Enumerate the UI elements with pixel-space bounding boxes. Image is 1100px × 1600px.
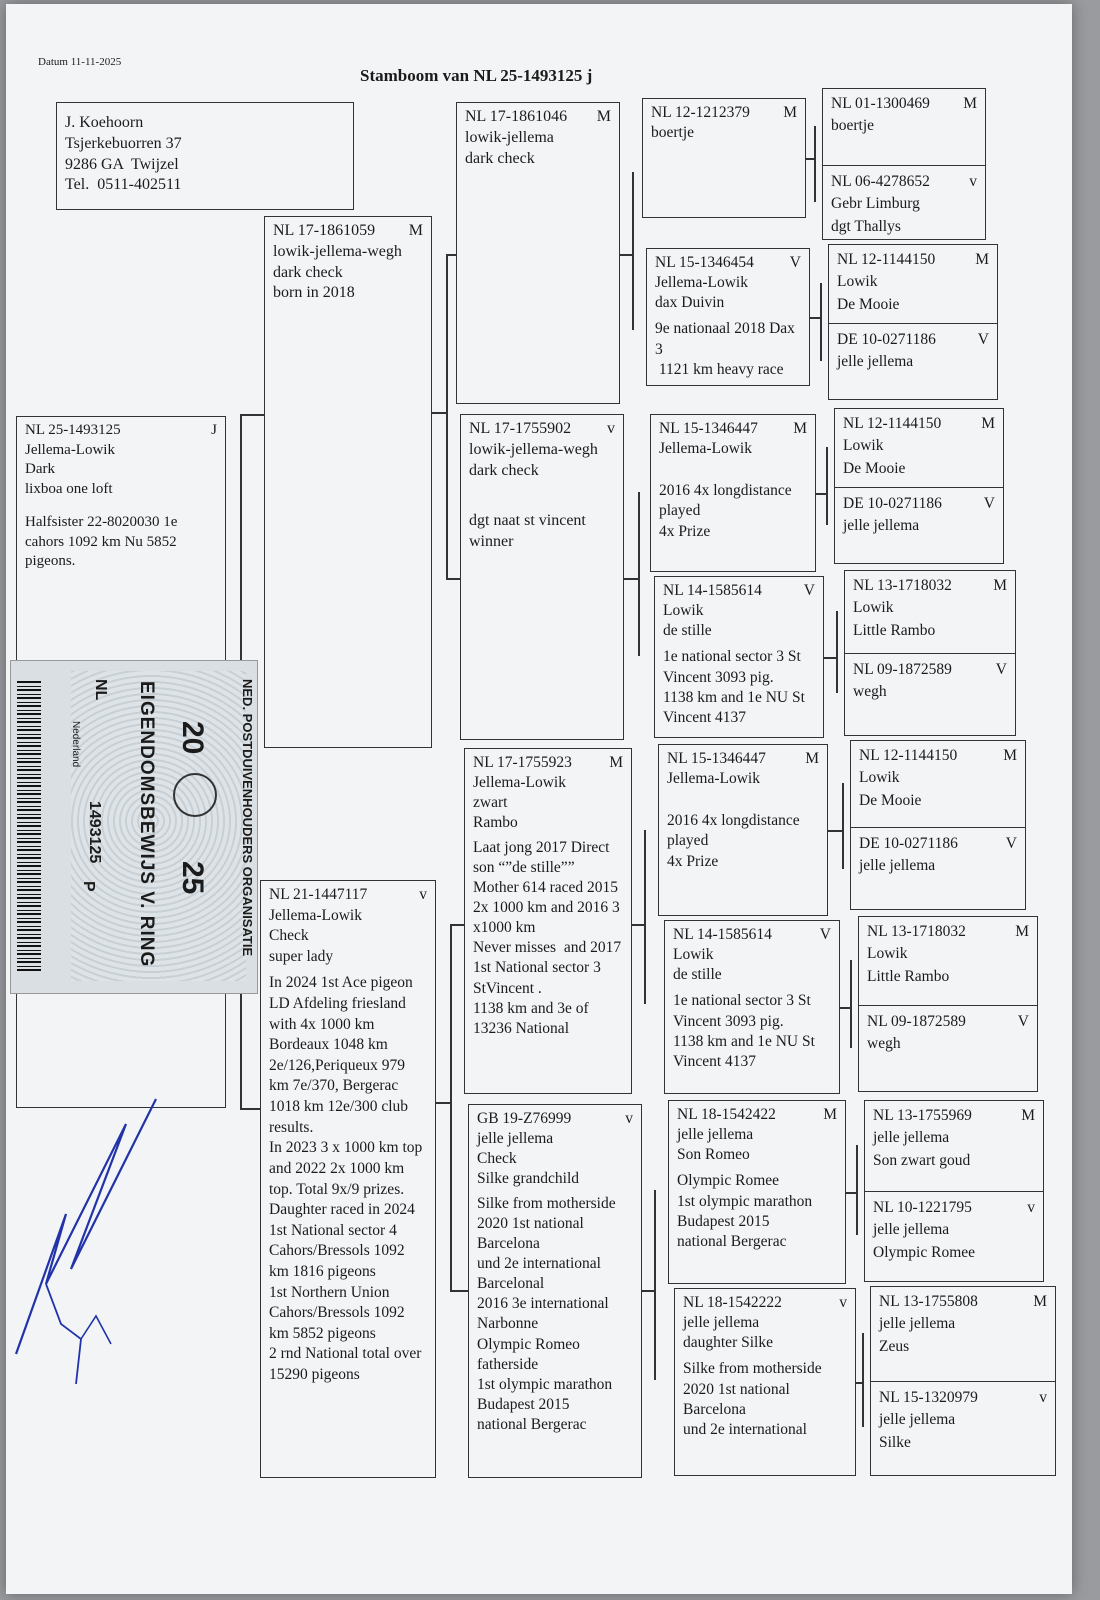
- gp-line1: Jellema-Lowik: [473, 774, 566, 792]
- ggp-sex: M: [793, 420, 807, 437]
- gggp-l1: Lowik: [853, 599, 894, 617]
- card-title: EIGENDOMSBEWIJS V. RING: [136, 681, 157, 968]
- ggp-ring: NL 18-1542222: [683, 1294, 782, 1311]
- gggp-l1: jelle jellema: [837, 353, 914, 371]
- gggp-sex: M: [975, 251, 989, 268]
- granddam-maternal-box: [468, 1104, 642, 1478]
- great-great-grandparent-box: [873, 1105, 1035, 1172]
- sire-line1: lowik-jellema-wegh: [273, 242, 402, 260]
- ggp-notes: 2016 4x longdistance played 4x Prize: [659, 482, 792, 540]
- gggp-sex: M: [1003, 747, 1017, 764]
- gggp-ring: NL 12-1144150: [843, 415, 942, 432]
- ggp-line1: jelle jellema: [677, 1126, 754, 1144]
- gggp-sex: M: [1021, 1107, 1035, 1124]
- ggp-notes: 9e nationaal 2018 Dax 3 1121 km heavy race: [655, 320, 795, 378]
- gp-notes: Laat jong 2017 Direct son “”de stille”” Mother 614 raced 2015 2x 1000 km and 2016 3 x1000 km Never misses and 2017 1st National sector 3 StVincent . 1138 km and 3e of 13236 National: [473, 838, 622, 1037]
- sire-line2: dark check: [273, 263, 343, 281]
- great-grandparent-box: [642, 98, 806, 218]
- ggp-sex: V: [789, 254, 801, 271]
- pedigree-sheet: [6, 4, 1072, 1594]
- great-great-grandparent-box: [853, 659, 1007, 704]
- grandsire-paternal-box: [456, 102, 620, 404]
- gggp-ring: NL 13-1755808: [879, 1293, 978, 1310]
- gggp-sex: M: [981, 415, 995, 432]
- owner-address-box: [56, 102, 354, 210]
- subject-line1: Jellema-Lowik: [25, 441, 115, 458]
- gp-ring: NL 17-1755902: [469, 420, 572, 437]
- gggp-sex: M: [1015, 923, 1029, 940]
- ggp-line1: Jellema-Lowik: [659, 440, 752, 458]
- ggp-ring: NL 15-1346447: [659, 420, 758, 437]
- gggp-sex: v: [1039, 1389, 1047, 1406]
- ggp-notes: Olympic Romee 1st olympic marathon Budapest 2015 national Bergerac: [677, 1172, 813, 1250]
- great-great-grandparent-pair: [864, 1100, 1044, 1282]
- gggp-l1: Lowik: [867, 945, 908, 963]
- dam-sex: v: [419, 886, 427, 903]
- ggp-sex: v: [839, 1294, 847, 1311]
- gggp-l1: wegh: [853, 683, 887, 701]
- gggp-l1: jelle jellema: [843, 517, 920, 535]
- signature-scribble: [6, 1084, 186, 1384]
- gggp-l1: jelle jellema: [873, 1129, 950, 1147]
- owner-street: Tsjerkebuorren 37: [65, 134, 182, 152]
- dam-line2: Check: [269, 927, 309, 945]
- gggp-l1: Gebr Limburg: [831, 195, 920, 213]
- ggp-notes: 1e national sector 3 St Vincent 3093 pig. 1138 km and 1e NU St Vincent 4137: [673, 992, 815, 1070]
- gggp-ring: NL 15-1320979: [879, 1389, 978, 1406]
- great-great-grandparent-pair: [844, 570, 1016, 736]
- gggp-l2: De Mooie: [837, 295, 900, 313]
- great-great-grandparent-box: [837, 329, 989, 374]
- ggp-sex: M: [783, 104, 797, 121]
- ggp-line1: Jellema-Lowik: [667, 770, 760, 788]
- owner-phone: Tel. 0511-402511: [65, 176, 182, 194]
- gggp-ring: DE 10-0271186: [859, 835, 958, 852]
- ring-ownership-card: [10, 660, 258, 994]
- gggp-ring: NL 12-1144150: [859, 747, 958, 764]
- gggp-l2: Son zwart goud: [873, 1151, 971, 1169]
- gp-ring: NL 17-1755923: [473, 754, 572, 771]
- great-great-grandparent-pair: [828, 244, 998, 400]
- dam-box: [260, 880, 436, 1478]
- ggp-ring: NL 15-1346454: [655, 254, 754, 271]
- ggp-ring: NL 15-1346447: [667, 750, 766, 767]
- gggp-l1: jelle jellema: [873, 1221, 950, 1239]
- ggp-line1: boertje: [651, 124, 695, 142]
- ggp-sex: M: [823, 1106, 837, 1123]
- gggp-sex: V: [1017, 1013, 1029, 1030]
- card-year-a: 20: [176, 721, 209, 755]
- gp-ring: NL 17-1861046: [465, 108, 568, 125]
- ggp-line2: daughter Silke: [683, 1334, 773, 1352]
- gp-line2: Check: [477, 1150, 517, 1168]
- gp-line1: lowik-jellema-wegh: [469, 440, 598, 458]
- card-year-b: 25: [176, 861, 209, 895]
- ggp-notes: Silke from motherside 2020 1st national Barcelona und 2e international: [683, 1360, 822, 1438]
- gggp-l1: Lowik: [859, 769, 900, 787]
- ggp-ring: NL 14-1585614: [673, 926, 772, 943]
- great-great-grandparent-box: [879, 1291, 1047, 1358]
- card-org: NED. POSTDUIVENHOUDERS ORGANISATIE: [240, 679, 255, 957]
- gggp-l1: boertje: [831, 117, 875, 135]
- great-grandparent-box: [668, 1100, 846, 1284]
- sire-sex: M: [408, 222, 423, 239]
- great-great-grandparent-pair: [870, 1286, 1056, 1476]
- gggp-l2: De Mooie: [843, 459, 906, 477]
- ggp-line2: de stille: [663, 622, 712, 640]
- ggp-line1: Lowik: [663, 602, 704, 620]
- great-great-grandparent-box: [859, 833, 1017, 878]
- owner-city: 9286 GA Twijzel: [65, 155, 179, 173]
- gp-line2: dark check: [469, 461, 539, 479]
- gggp-sex: v: [1027, 1199, 1035, 1216]
- ggp-ring: NL 14-1585614: [663, 582, 762, 599]
- sire-ring: NL 17-1861059: [273, 222, 376, 239]
- ggp-notes: 2016 4x longdistance played 4x Prize: [667, 812, 800, 870]
- subject-line3: lixboa one loft: [25, 480, 113, 497]
- owner-name: J. Koehoorn: [65, 114, 144, 131]
- gggp-ring: NL 13-1718032: [853, 577, 952, 594]
- gggp-sex: V: [983, 495, 995, 512]
- great-great-grandparent-box: [859, 745, 1017, 812]
- gggp-l2: Little Rambo: [853, 621, 936, 639]
- great-great-grandparent-pair: [834, 408, 1004, 564]
- great-grandparent-box: [646, 248, 810, 386]
- barcode: [17, 681, 41, 971]
- sire-line3: born in 2018: [273, 284, 355, 302]
- gggp-l2: Silke: [879, 1433, 911, 1451]
- gp-sex: M: [596, 108, 611, 125]
- great-grandparent-box: [658, 744, 828, 916]
- dam-ring: NL 21-1447117: [269, 886, 368, 903]
- gggp-l1: jelle jellema: [879, 1315, 956, 1333]
- gp-line1: jelle jellema: [477, 1130, 554, 1148]
- great-great-grandparent-box: [843, 413, 995, 480]
- gp-notes: Silke from motherside 2020 1st national Barcelona und 2e international Barcelonal 2016 3e international Narbonne Olympic Romeo fatherside 1st olympic marathon Budapest 2015 national Bergerac: [477, 1194, 616, 1434]
- gggp-ring: NL 10-1221795: [873, 1199, 972, 1216]
- gggp-sex: M: [963, 95, 977, 112]
- ggp-ring: NL 18-1542422: [677, 1106, 776, 1123]
- grandsire-maternal-box: [464, 748, 632, 1094]
- great-great-grandparent-pair: [858, 916, 1038, 1092]
- gp-sex: M: [609, 754, 623, 771]
- gp-sex: v: [607, 420, 615, 437]
- sire-box: [264, 216, 432, 748]
- gggp-sex: V: [977, 331, 989, 348]
- gggp-ring: DE 10-0271186: [843, 495, 942, 512]
- subject-sex: J: [211, 422, 217, 438]
- great-great-grandparent-box: [867, 921, 1029, 988]
- gggp-l1: jelle jellema: [859, 857, 936, 875]
- ggp-line2: de stille: [673, 966, 722, 984]
- gggp-ring: NL 13-1755969: [873, 1107, 972, 1124]
- gggp-l1: Lowik: [843, 437, 884, 455]
- gggp-ring: NL 09-1872589: [853, 661, 952, 678]
- gp-line3: Rambo: [473, 814, 518, 832]
- gp-line2: dark check: [465, 149, 535, 167]
- card-country: NL: [92, 679, 109, 701]
- card-ring-number: 1493125: [86, 801, 103, 864]
- gggp-ring: NL 13-1718032: [867, 923, 966, 940]
- great-great-grandparent-box: [867, 1011, 1029, 1056]
- subject-line2: Dark: [25, 461, 55, 477]
- gp-sex: v: [625, 1110, 633, 1127]
- gggp-l2: Zeus: [879, 1337, 910, 1355]
- subject-notes: Halfsister 22-8020030 1e cahors 1092 km Nu 5852 pigeons.: [25, 514, 182, 569]
- great-great-grandparent-pair: [850, 740, 1026, 910]
- gggp-l1: jelle jellema: [879, 1411, 956, 1429]
- gp-ring: GB 19-Z76999: [477, 1110, 572, 1127]
- lion-emblem-icon: [173, 773, 217, 817]
- gggp-sex: M: [993, 577, 1007, 594]
- great-great-grandparent-pair: [822, 88, 986, 240]
- gggp-ring: NL 06-4278652: [831, 173, 930, 190]
- gggp-l2: Olympic Romee: [873, 1243, 976, 1261]
- page-title: Stamboom van NL 25-1493125 j: [360, 66, 593, 85]
- ggp-ring: NL 12-1212379: [651, 104, 750, 121]
- great-great-grandparent-box: [831, 93, 977, 138]
- gggp-sex: M: [1033, 1293, 1047, 1310]
- great-great-grandparent-box: [873, 1197, 1035, 1264]
- ggp-line2: Son Romeo: [677, 1146, 750, 1164]
- dam-notes: In 2024 1st Ace pigeon LD Afdeling friesland with 4x 1000 km Bordeaux 1048 km 2e/126,Periqueux 979 km 7e/370, Bergerac 1018 km 12e/300 club results. In 2023 3 x 1000 km top and 2022 2x 1000 km top. Total 9x/9 prizes. Daughter raced in 2024 1st National sector 4 Cahors/Bressols 1092 km 1816 pigeons 1st Northern Union Cahors/Bressols 1092 km 5852 pigeons 2 rnd National total over 15290 pigeons: [269, 974, 423, 1384]
- gp-notes: dgt naat st vincent winner: [469, 512, 590, 551]
- gggp-ring: NL 09-1872589: [867, 1013, 966, 1030]
- gggp-ring: DE 10-0271186: [837, 331, 936, 348]
- dam-line3: super lady: [269, 947, 334, 965]
- subject-ring: NL 25-1493125: [25, 422, 121, 438]
- ggp-sex: V: [819, 926, 831, 943]
- granddam-paternal-box: [460, 414, 624, 740]
- gggp-ring: NL 12-1144150: [837, 251, 936, 268]
- card-country-name: Nederland: [70, 721, 81, 768]
- gggp-ring: NL 01-1300469: [831, 95, 930, 112]
- gp-line2: zwart: [473, 794, 508, 812]
- gggp-l1: wegh: [867, 1035, 901, 1053]
- gggp-l2: Little Rambo: [867, 967, 950, 985]
- ggp-sex: M: [805, 750, 819, 767]
- ggp-sex: V: [803, 582, 815, 599]
- great-grandparent-box: [654, 576, 824, 738]
- great-great-grandparent-box: [853, 575, 1007, 642]
- gggp-sex: V: [995, 661, 1007, 678]
- gggp-sex: V: [1005, 835, 1017, 852]
- gggp-l2: dgt Thallys: [831, 217, 901, 235]
- great-great-grandparent-box: [831, 171, 977, 238]
- gggp-sex: v: [969, 173, 977, 190]
- dam-line1: Jellema-Lowik: [269, 906, 362, 924]
- ggp-line1: Lowik: [673, 946, 714, 964]
- ggp-line2: dax Duivin: [655, 294, 725, 312]
- great-great-grandparent-box: [837, 249, 989, 316]
- gp-line3: Silke grandchild: [477, 1170, 580, 1188]
- print-date: Datum 11-11-2025: [38, 56, 122, 68]
- great-great-grandparent-box: [879, 1387, 1047, 1454]
- gggp-l2: De Mooie: [859, 791, 922, 809]
- gp-line1: lowik-jellema: [465, 128, 554, 146]
- great-great-grandparent-box: [843, 493, 995, 538]
- ggp-notes: 1e national sector 3 St Vincent 3093 pig. 1138 km and 1e NU St Vincent 4137: [663, 648, 805, 726]
- ggp-line1: Jellema-Lowik: [655, 274, 748, 292]
- great-grandparent-box: [674, 1288, 856, 1476]
- great-grandparent-box: [664, 920, 840, 1094]
- gggp-l1: Lowik: [837, 273, 878, 291]
- ggp-line1: jelle jellema: [683, 1314, 760, 1332]
- great-grandparent-box: [650, 414, 816, 572]
- card-mark: P: [80, 881, 97, 892]
